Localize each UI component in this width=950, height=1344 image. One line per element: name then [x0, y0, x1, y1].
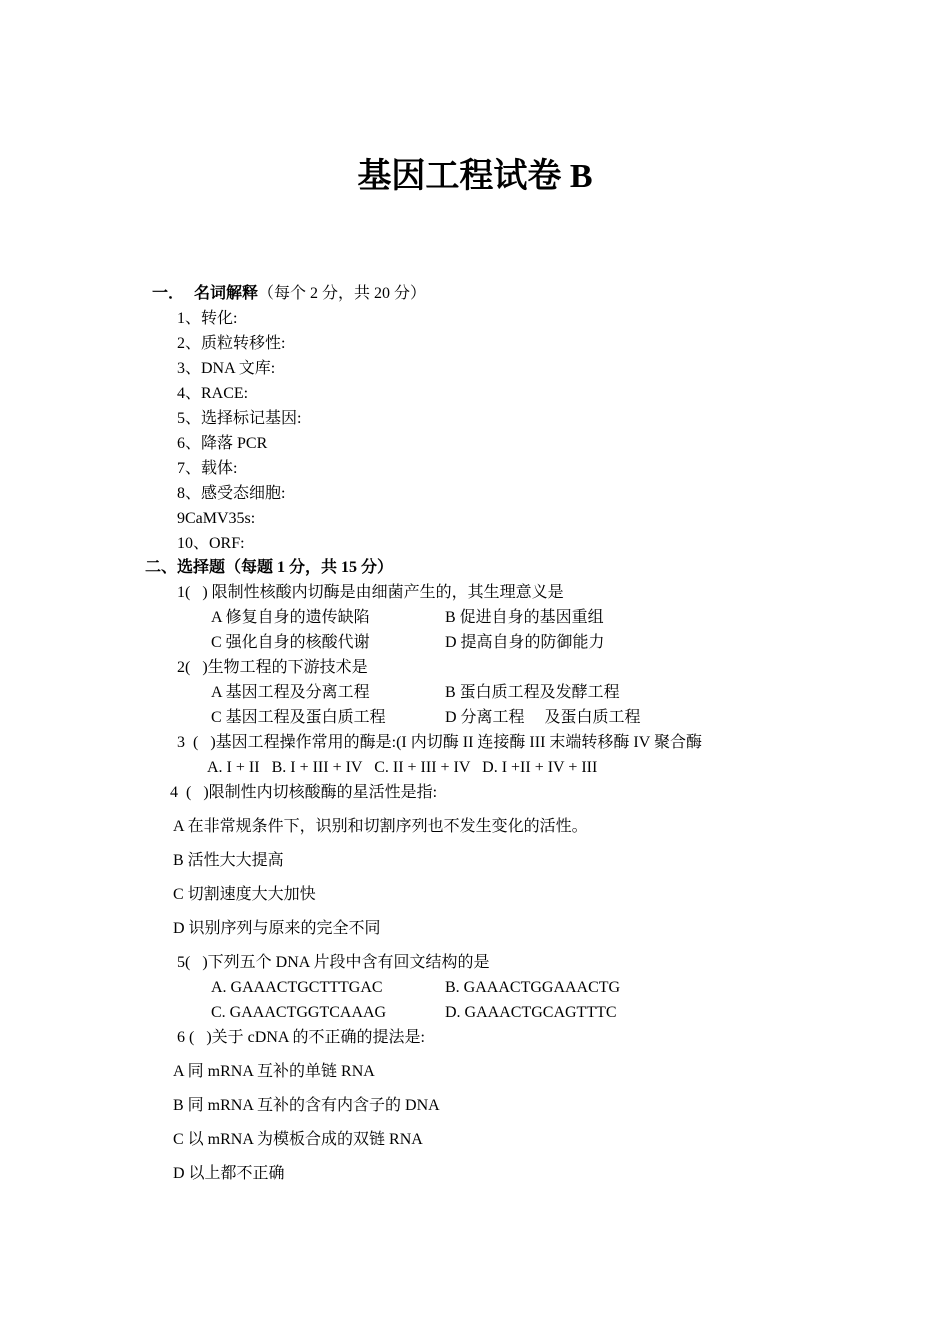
q1-option-b: B 促进自身的基因重组: [445, 609, 604, 626]
q4-option-c: C 切割速度大大加快: [173, 886, 316, 903]
term-item: 1、转化:: [177, 310, 238, 327]
term-item: 7、载体:: [177, 460, 238, 477]
term-item: 6、降落 PCR: [177, 435, 268, 452]
question-4: 4 ( )限制性内切核酸酶的星活性是指:: [170, 784, 438, 801]
q2-option-c: C 基因工程及蛋白质工程: [211, 709, 386, 726]
section1-note: （每个 2 分，共 20 分）: [258, 285, 427, 302]
term-item: 9CaMV35s:: [177, 510, 256, 527]
page-title: 基因工程试卷 B: [357, 158, 593, 195]
section2-heading: 二、选择题（每题 1 分，共 15 分）: [145, 559, 394, 576]
term-item: 2、质粒转移性:: [177, 335, 286, 352]
q5-option-b: B. GAAACTGGAAACTG: [445, 979, 621, 996]
section1-number: 一．: [152, 285, 185, 302]
q6-option-d: D 以上都不正确: [173, 1165, 285, 1182]
question-5: 5( )下列五个 DNA 片段中含有回文结构的是: [177, 954, 490, 971]
question-6: 6 ( )关于 cDNA 的不正确的提法是:: [177, 1029, 425, 1046]
q5-option-c: C. GAAACTGGTCAAAG: [211, 1004, 387, 1021]
question-2: 2( )生物工程的下游技术是: [177, 659, 368, 676]
q4-option-d: D 识别序列与原来的完全不同: [173, 920, 381, 937]
q1-option-a: A 修复自身的遗传缺陷: [211, 609, 370, 626]
question-3: 3 ( )基因工程操作常用的酶是:(I 内切酶 II 连接酶 III 末端转移酶 IV 聚合酶: [177, 734, 702, 751]
q6-option-b: B 同 mRNA 互补的含有内含子的 DNA: [173, 1097, 440, 1114]
q1-option-c: C 强化自身的核酸代谢: [211, 634, 370, 651]
q3-options: A. I + II B. I + III + IV C. II + III + IV D. I +II + IV + III: [207, 759, 598, 776]
q4-option-a: A 在非常规条件下，识别和切割序列也不发生变化的活性。: [173, 818, 588, 835]
term-item: 10、ORF:: [177, 535, 245, 552]
q2-option-d: D 分离工程 及蛋白质工程: [445, 709, 641, 726]
q6-option-c: C 以 mRNA 为模板合成的双链 RNA: [173, 1131, 423, 1148]
q5-option-a: A. GAAACTGCTTTGAC: [211, 979, 383, 996]
q2-option-b: B 蛋白质工程及发酵工程: [445, 684, 620, 701]
section1-heading: 名词解释: [194, 285, 259, 302]
term-item: 5、选择标记基因:: [177, 410, 302, 427]
q4-option-b: B 活性大大提高: [173, 852, 284, 869]
q5-option-d: D. GAAACTGCAGTTTC: [445, 1004, 617, 1021]
term-item: 3、DNA 文库:: [177, 360, 276, 377]
question-1: 1( ) 限制性核酸内切酶是由细菌产生的，其生理意义是: [177, 584, 564, 601]
q1-option-d: D 提高自身的防御能力: [445, 634, 605, 651]
q6-option-a: A 同 mRNA 互补的单链 RNA: [173, 1063, 375, 1080]
q2-option-a: A 基因工程及分离工程: [211, 684, 370, 701]
term-item: 4、RACE:: [177, 385, 249, 402]
term-item: 8、感受态细胞:: [177, 485, 286, 502]
section1-header: [194, 284, 426, 304]
